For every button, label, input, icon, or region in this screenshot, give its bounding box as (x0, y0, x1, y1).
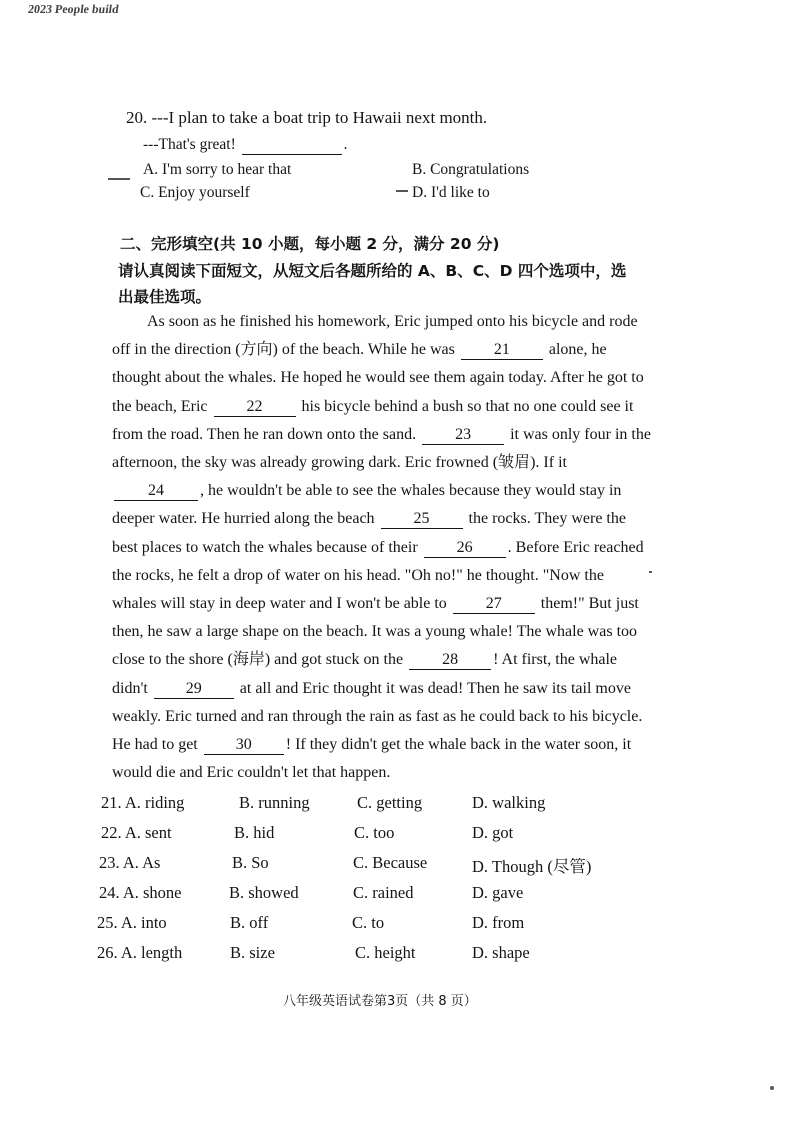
text-span: at all and Eric thought it was dead! Then he saw its tail move (239, 679, 631, 697)
passage-line (112, 393, 651, 421)
choice-b: B. off (230, 913, 269, 932)
text-span: ! If they didn't get the whale back in the water soon, it (285, 736, 632, 754)
option-20-c: C. Enjoy yourself (140, 184, 250, 201)
text-span: off in the direction (方向) of the beach. While he was (112, 341, 455, 359)
passage-line (112, 421, 651, 449)
choice-d: D. shape (472, 943, 530, 962)
text-span: best places to watch the whales because of their (112, 538, 418, 556)
answer-blank-20 (242, 136, 342, 155)
passage-line: would die and Eric couldn't let that happen. (112, 764, 391, 782)
option-20-a: A. I'm sorry to hear that (143, 161, 292, 178)
scan-speck (770, 1086, 774, 1090)
section-2-title: 二、完形填空(共 10 小题，每小题 2 分，满分 20 分) (120, 235, 500, 253)
choice-b: B. So (232, 853, 269, 872)
text-span: his bicycle behind a bush so that no one could see it (301, 397, 634, 415)
text-span: He had to get (112, 736, 198, 754)
text-span: the beach, Eric (112, 397, 208, 415)
cloze-passage (112, 308, 651, 787)
choice-d: D. from (472, 913, 525, 932)
blank-21: 21 (461, 341, 543, 360)
passage-line (112, 336, 651, 364)
text-span: whales will stay in deep water and I won't be able to (112, 595, 447, 613)
choice-d: D. walking (472, 793, 546, 812)
text-span: , he wouldn't be able to see the whales because they would stay in (200, 482, 622, 500)
choice-b: B. size (230, 943, 275, 962)
passage-line (112, 505, 651, 533)
choice-c: C. getting (357, 793, 423, 812)
blank-30: 30 (204, 736, 284, 755)
text-span: close to the shore (海岸) and got stuck on the (112, 651, 404, 669)
passage-line: As soon as he finished his homework, Eric jumped onto his bicycle and rode (147, 313, 638, 330)
text-span: alone, he (548, 341, 607, 359)
text-span: . Before Eric reached (507, 538, 644, 556)
passage-line: then, he saw a large shape on the beach. It was a young whale! The whale was too (112, 623, 638, 641)
choice-a: 21. A. riding (101, 793, 185, 812)
passage-line: thought about the whales. He hoped he would see them again today. After he got to (112, 369, 644, 387)
page-header-text: 2023 People build (27, 2, 120, 16)
text-span: the rocks. They were the (468, 510, 626, 528)
section-2-instruction-line2: 出最佳选项。 (118, 288, 212, 306)
text-span: ! At first, the whale (493, 651, 618, 669)
choice-b: B. showed (229, 883, 299, 902)
choice-c: C. Because (353, 853, 428, 872)
blank-24: 24 (114, 482, 198, 501)
passage-line (112, 590, 651, 618)
choice-c: C. height (355, 943, 416, 962)
choice-d: D. got (472, 823, 514, 842)
scan-speck (396, 190, 408, 192)
passage-line (112, 477, 651, 505)
choice-c: C. to (352, 913, 385, 932)
scan-speck (108, 178, 130, 180)
choice-a: 24. A. shone (99, 883, 182, 902)
blank-25: 25 (381, 510, 463, 529)
question-20-stem: 20. ---I plan to take a boat trip to Hawaii next month. (126, 108, 488, 127)
text-span: deeper water. He hurried along the beach (112, 510, 375, 528)
text-span: didn't (112, 679, 148, 697)
scan-speck (649, 571, 652, 573)
passage-line (112, 731, 651, 759)
blank-28: 28 (409, 651, 491, 670)
choice-b: B. running (239, 793, 310, 812)
choice-d: D. Though (尽管) (472, 857, 592, 876)
passage-line: weakly. Eric turned and ran through the rain as fast as he could back to his bicycle. (112, 707, 643, 725)
text-span: it was only four in the (510, 425, 651, 443)
text-span: from the road. Then he ran down onto the sand. (112, 425, 417, 443)
blank-22: 22 (214, 398, 296, 417)
choice-a: 25. A. into (97, 913, 167, 932)
option-20-b: B. Congratulations (412, 161, 530, 178)
blank-29: 29 (154, 680, 234, 699)
choice-a: 23. A. As (99, 853, 161, 872)
passage-line (112, 675, 651, 703)
blank-26: 26 (424, 539, 506, 558)
choice-d: D. gave (472, 883, 524, 902)
section-2-instruction-line1: 请认真阅读下面短文，从短文后各题所给的 A、B、C、D 四个选项中，选 (118, 262, 627, 280)
blank-27: 27 (453, 595, 535, 614)
choice-a: 22. A. sent (101, 823, 172, 842)
passage-line: the rocks, he felt a drop of water on his head. "Oh no!" he thought. "Now the (112, 566, 604, 584)
reply-end: . (343, 136, 348, 153)
reply-text: ---That's great! (143, 136, 240, 153)
choice-b: B. hid (234, 823, 275, 842)
choice-c: C. too (354, 823, 395, 842)
passage-line (112, 534, 651, 562)
passage-line (112, 646, 651, 674)
choice-c: C. rained (353, 883, 414, 902)
page-footer: 八年级英语试卷第3页（共 8 页） (283, 994, 477, 1009)
text-span: them!" But just (540, 595, 639, 613)
passage-line: afternoon, the sky was already growing dark. Eric frowned (皱眉). If it (112, 454, 567, 472)
choice-a: 26. A. length (97, 943, 183, 962)
question-20-reply (143, 136, 347, 155)
option-20-d: D. I'd like to (412, 184, 490, 201)
blank-23: 23 (422, 426, 504, 445)
